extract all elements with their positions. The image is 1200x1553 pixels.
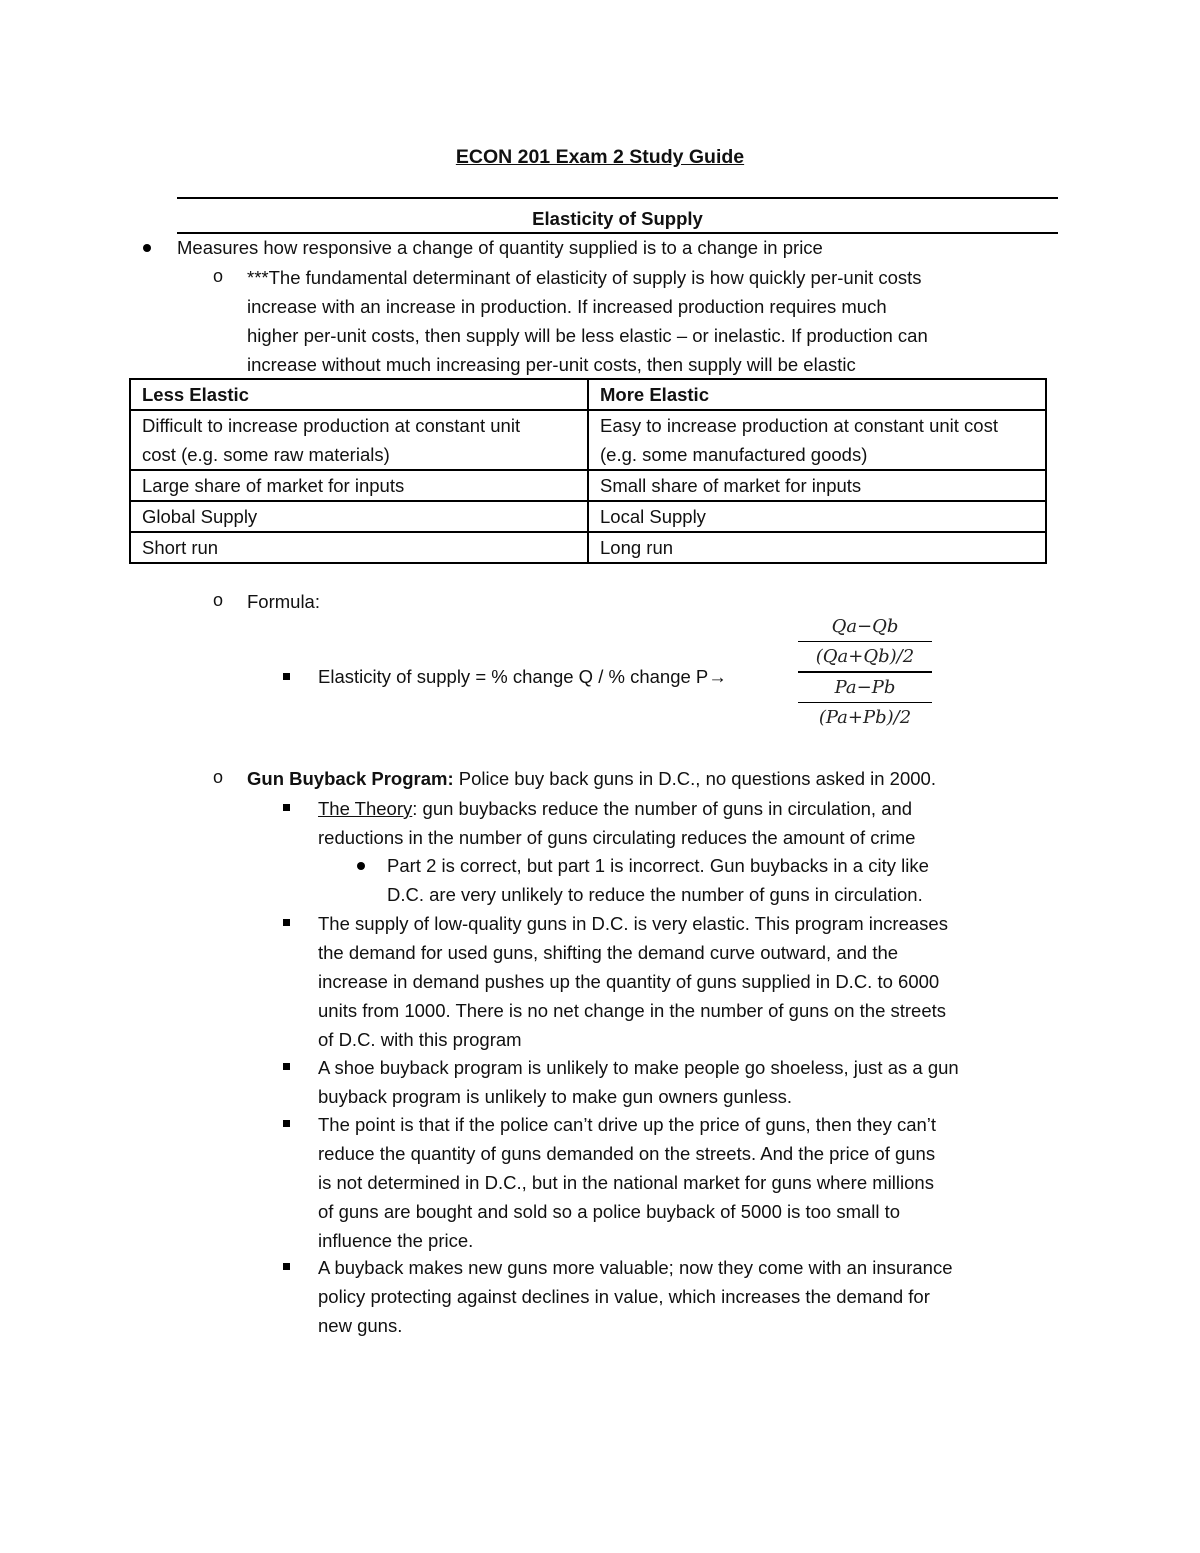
formula-num-bottom: (Qa+Qb)/2	[815, 646, 915, 667]
formula-text: Elasticity of supply = % change Q / % change P→	[318, 666, 727, 687]
table-row	[130, 470, 1046, 501]
text-line: D.C. are very unlikely to reduce the number of guns in circulation.	[387, 884, 923, 905]
table-header: Less Elastic	[142, 384, 249, 405]
table-cell: Global Supply	[130, 501, 588, 532]
circle-bullet-icon: o	[213, 767, 224, 787]
text-line: Measures how responsive a change of quantity supplied is to a change in price	[177, 237, 823, 258]
point-item	[318, 909, 948, 1054]
text-line: increase with an increase in production. If increased production requires much	[247, 296, 887, 317]
circle-bullet-icon: o	[213, 590, 224, 610]
gun-buyback-label: Gun Buyback Program:	[247, 768, 454, 789]
text-line: The supply of low-quality guns in D.C. is very elastic. This program increases	[318, 913, 948, 934]
section-heading: Elasticity of Supply	[532, 208, 703, 229]
text-line: policy protecting against declines in value, which increases the demand for	[318, 1286, 930, 1308]
table-cell: Local Supply	[588, 501, 1046, 532]
text-line: A shoe buyback program is unlikely to make people go shoeless, just as a gun	[318, 1056, 959, 1078]
text-line: of guns are bought and sold so a police buyback of 5000 is too small to	[318, 1200, 901, 1222]
table-cell: Short run	[130, 532, 588, 563]
text-line: the demand for used guns, shifting the demand curve outward, and the	[318, 942, 899, 963]
formula-label: Formula:	[247, 591, 320, 612]
text-line: increase without much increasing per-unit costs, then supply will be elastic	[247, 354, 856, 375]
formula-den-top: Pa−Pb	[834, 677, 896, 698]
square-bullet-icon	[283, 1120, 290, 1127]
point-item	[318, 1110, 936, 1255]
text-line: Part 2 is correct, but part 1 is incorrect. Gun buybacks in a city like	[387, 855, 929, 876]
definition-bullet	[177, 233, 823, 262]
text-line: The point is that if the police can’t drive up the price of guns, then they can’t	[318, 1113, 937, 1135]
theory-correction	[387, 851, 929, 909]
theory-text-line: : gun buybacks reduce the number of guns in circulation, and	[412, 798, 913, 819]
text-line: influence the price.	[318, 1229, 474, 1251]
circle-bullet-icon: o	[213, 266, 224, 286]
gun-buyback-line	[247, 764, 936, 793]
elasticity-formula	[790, 612, 940, 732]
text-line	[318, 794, 915, 823]
table-cell: Small share of market for inputs	[588, 470, 1046, 501]
text-line: of D.C. with this program	[318, 1029, 522, 1050]
text-line: ***The fundamental determinant of elasticity of supply is how quickly per-unit costs	[247, 267, 922, 288]
top-rule	[177, 197, 1058, 199]
formula-num-top: Qa−Qb	[831, 616, 899, 637]
theory-text	[318, 794, 915, 852]
text-line: new guns.	[318, 1315, 403, 1337]
text-line: units from 1000. There is no net change in the number of guns on the streets	[318, 1000, 947, 1021]
theory-label: The Theory	[318, 798, 413, 819]
gun-buyback-text: Police buy back guns in D.C., no questions asked in 2000.	[453, 768, 936, 789]
table-row	[130, 532, 1046, 563]
table-cell: Easy to increase production at constant unit cost (e.g. some manufactured goods)	[588, 410, 1046, 470]
text-line: A buyback makes new guns more valuable; now they come with an insurance	[318, 1257, 953, 1279]
text-line: increase in demand pushes up the quantity of guns supplied in D.C. to 6000	[318, 971, 940, 992]
text-line: higher per-unit costs, then supply will be less elastic – or inelastic. If production can	[247, 325, 928, 346]
square-bullet-icon	[283, 1063, 290, 1070]
point-item	[318, 1253, 952, 1340]
formula-den-bottom: (Pa+Pb)/2	[818, 707, 912, 728]
table-row	[130, 410, 1046, 470]
square-bullet-icon	[283, 673, 290, 680]
table-cell: Long run	[588, 532, 1046, 563]
point-item	[318, 1053, 959, 1111]
text-line: reduce the quantity of guns demanded on the streets. And the price of guns	[318, 1142, 936, 1164]
bullet-icon	[357, 862, 365, 870]
square-bullet-icon	[283, 1263, 290, 1270]
text-line: reductions in the number of guns circulating reduces the amount of crime	[318, 827, 916, 848]
document-title: ECON 201 Exam 2 Study Guide	[455, 146, 745, 168]
table-cell: Large share of market for inputs	[130, 470, 588, 501]
bullet-icon	[143, 244, 151, 252]
square-bullet-icon	[283, 804, 290, 811]
table-header-row	[130, 379, 1046, 410]
determinant-text	[247, 263, 928, 379]
text-line: buyback program is unlikely to make gun owners gunless.	[318, 1085, 793, 1107]
text-line: is not determined in D.C., but in the national market for guns where millions	[318, 1171, 934, 1193]
table-row	[130, 501, 1046, 532]
table-header: More Elastic	[600, 384, 709, 405]
table-cell: Difficult to increase production at constant unit cost (e.g. some raw materials)	[130, 410, 588, 470]
square-bullet-icon	[283, 919, 290, 926]
elasticity-table	[129, 378, 1047, 564]
